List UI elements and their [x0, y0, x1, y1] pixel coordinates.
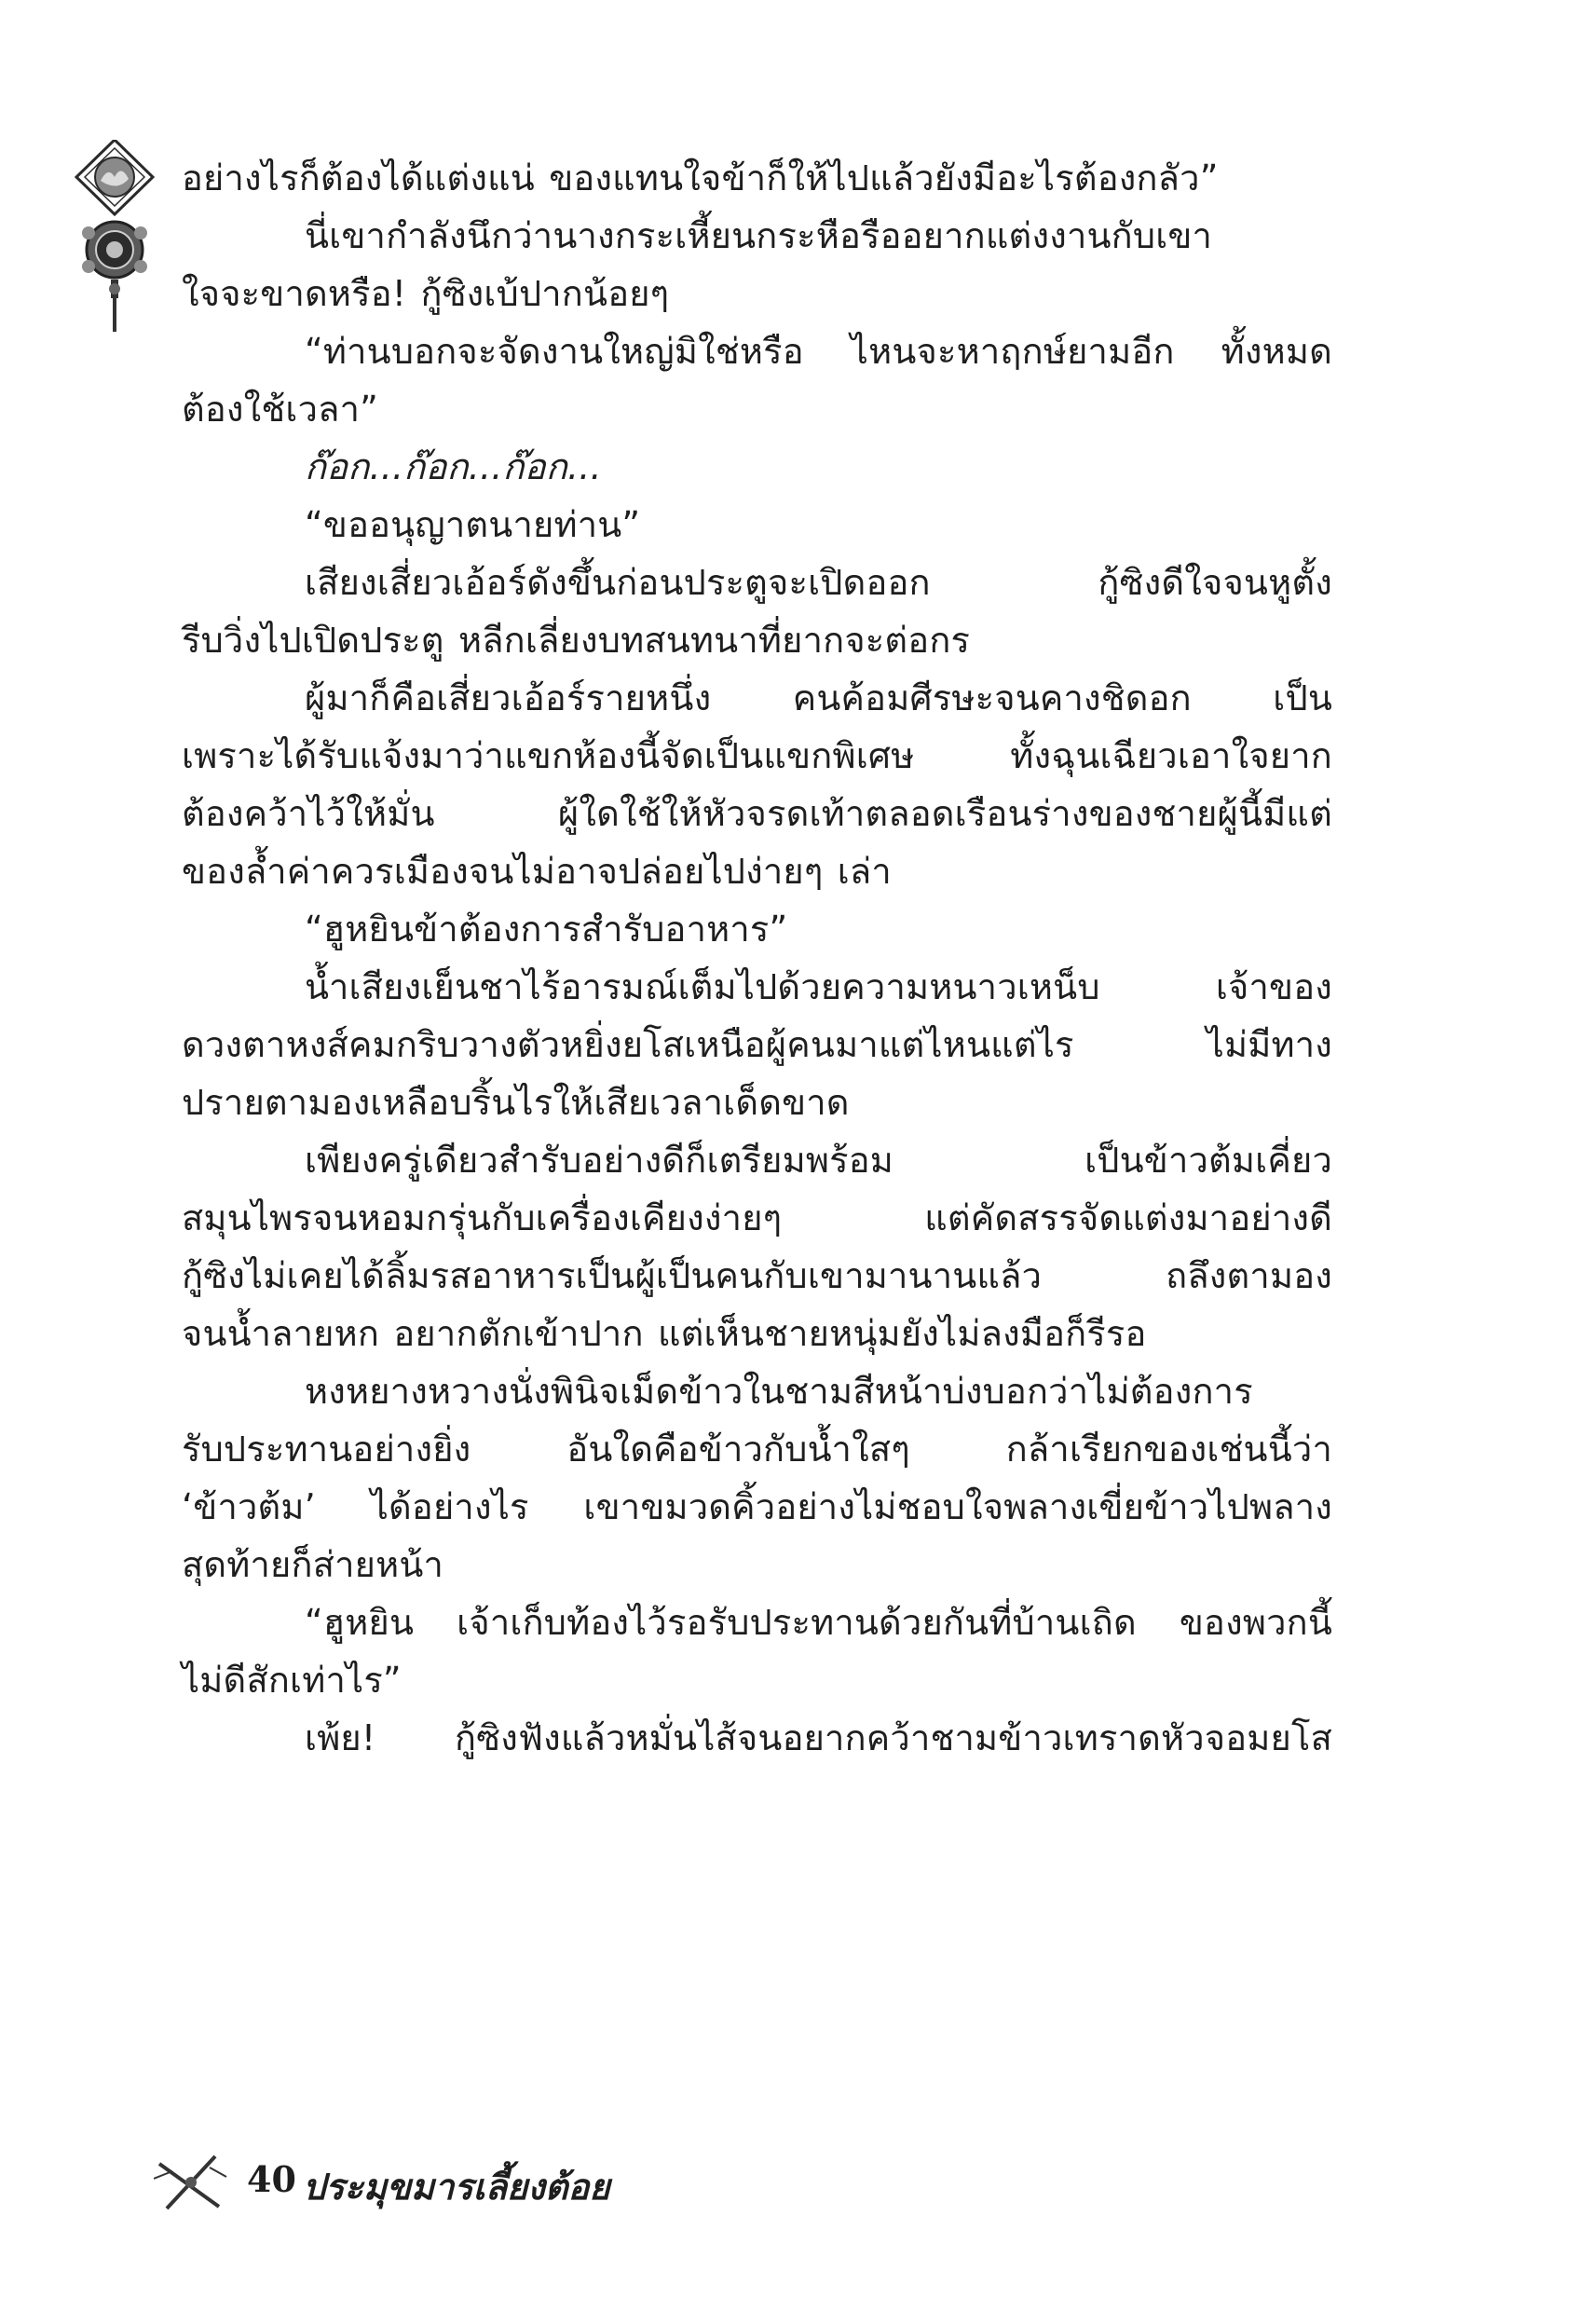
text-line: กู้ซิงไม่เคยได้ลิ้มรสอาหารเป็นผู้เป็นคนกับเขามานานแล้ว ถลึงตามอง — [182, 1255, 1332, 1296]
book-title: ประมุขมารเลี้ยงต้อย — [303, 2166, 610, 2208]
text-line: น้ำเสียงเย็นชาไร้อารมณ์เต็มไปด้วยความหนาวเหน็บ เจ้าของ — [305, 966, 1332, 1007]
text-line: ปรายตามองเหลือบริ้นไรให้เสียเวลาเด็ดขาด — [182, 1082, 850, 1123]
text-line: ดวงตาหงส์คมกริบวางตัวหยิ่งยโสเหนือผู้คนมาแต่ไหนแต่ไร ไม่มีทาง — [182, 1024, 1332, 1065]
text-line: เพียงครู่เดียวสำรับอย่างดีก็เตรียมพร้อม เป็นข้าวต้มเคี่ยว — [305, 1140, 1332, 1181]
text-line: ‘ข้าวต้ม’ ได้อย่างไร เขาขมวดคิ้วอย่างไม่ชอบใจพลางเขี่ยข้าวไปพลาง — [182, 1486, 1332, 1527]
text-line: รีบวิ่งไปเปิดประตู หลีกเลี่ยงบทสนทนาที่ยากจะต่อกร — [182, 620, 971, 661]
text-line: เพ้ย! กู้ซิงฟังแล้วหมั่นไส้จนอยากคว้าชามข้าวเทราดหัวจอมยโส — [305, 1717, 1332, 1758]
lotus-emblem-icon — [73, 140, 157, 335]
text-line: ของล้ำค่าควรเมืองจนไม่อาจปล่อยไปง่ายๆ เล่า — [182, 851, 892, 892]
crossed-swords-icon — [154, 2151, 228, 2216]
text-line: รับประทานอย่างยิ่ง อันใดคือข้าวกับน้ำใสๆ กล้าเรียกของเช่นนี้ว่า — [182, 1429, 1332, 1470]
text-line: “ขออนุญาตนายท่าน” — [305, 504, 641, 545]
text-line: สุดท้ายก็ส่ายหน้า — [182, 1544, 444, 1585]
text-line: ต้องคว้าไว้ให้มั่น ผู้ใดใช้ให้หัวจรดเท้าตลอดเรือนร่างของชายผู้นี้มีแต่ — [182, 793, 1332, 834]
text-line: “ฮูหยิน เจ้าเก็บท้องไว้รอรับประทานด้วยกันที่บ้านเถิด ของพวกนี้ — [305, 1602, 1332, 1643]
text-line: หงหยางหวางนั่งพินิจเม็ดข้าวในชามสีหน้าบ่งบอกว่าไม่ต้องการ — [305, 1371, 1253, 1412]
text-line: จนน้ำลายหก อยากตักเข้าปาก แต่เห็นชายหนุ่มยังไม่ลงมือก็รีรอ — [182, 1313, 1147, 1354]
text-line: ก๊อก...ก๊อก...ก๊อก... — [305, 446, 602, 487]
text-line: “ฮูหยินข้าต้องการสำรับอาหาร” — [305, 909, 788, 950]
page-footer — [154, 2151, 806, 2216]
text-line: เสียงเสี่ยวเอ้อร์ดังขึ้นก่อนประตูจะเปิดออก กู้ซิงดีใจจนหูตั้ง — [305, 562, 1332, 603]
text-line: ต้องใช้เวลา” — [182, 389, 379, 430]
body-text — [182, 149, 1332, 1767]
text-line: นี่เขากำลังนึกว่านางกระเหี้ยนกระหือรืออยากแต่งงานกับเขา — [305, 215, 1213, 256]
text-line: อย่างไรก็ต้องได้แต่งแน่ ของแทนใจข้าก็ให้ไปแล้วยังมีอะไรต้องกลัว” — [182, 157, 1219, 198]
text-line: “ท่านบอกจะจัดงานใหญ่มิใช่หรือ ไหนจะหาฤกษ์ยามอีก ทั้งหมด — [305, 331, 1332, 372]
text-line: ใจจะขาดหรือ! กู้ซิงเบ้ปากน้อยๆ — [182, 273, 670, 314]
text-line: สมุนไพรจนหอมกรุ่นกับเครื่องเคียงง่ายๆ แต่คัดสรรจัดแต่งมาอย่างดี — [182, 1197, 1332, 1238]
text-line: ผู้มาก็คือเสี่ยวเอ้อร์รายหนึ่ง คนค้อมศีรษะจนคางชิดอก เป็น — [305, 677, 1332, 718]
page-number: 40 — [247, 2158, 296, 2200]
text-line: ไม่ดีสักเท่าไร” — [182, 1660, 402, 1701]
text-line: เพราะได้รับแจ้งมาว่าแขกห้องนี้จัดเป็นแขกพิเศษ ทั้งฉุนเฉียวเอาใจยาก — [182, 735, 1332, 776]
chapter-emblem — [73, 140, 157, 335]
